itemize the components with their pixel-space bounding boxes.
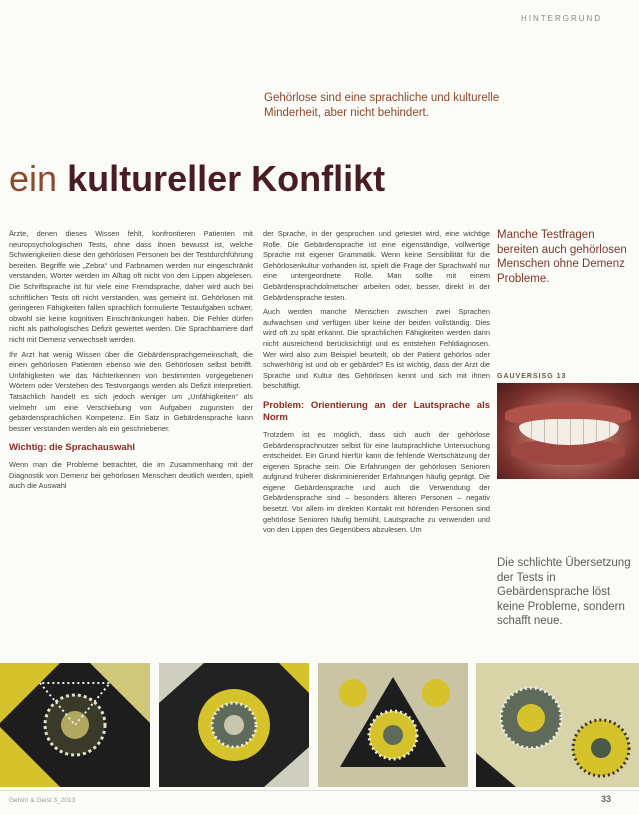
pull-quote-1: Manche Testfragen bereiten auch gehörlosen Menschen ohne Demenz Probleme.	[497, 229, 627, 285]
column2-paragraph3: Trotzdem ist es möglich, dass sich auch der gehörlose Gebärdensprachnutzer selbst für eine lautsprachliche Untersuchung entscheidet. Ein Grund hierfür kann die fehlende Wertschätzung der eigenen Sprache sein. Die Erfahrungen der gehörlosen Senioren aufgrund früherer diskriminierender Erfahrungen häufig geprägt. Die eigene Gebärdensprache und auch die Verwendung der Gebärdensprache sind – besonders älteren Personen – negativ besetzt. Vor allem im direkten Kontakt mit hörenden Personen sind gehörlose Senioren häufig bemüht, Lautsprache zu verwenden und von den Lippen des Gegenübers abzulesen. Um	[263, 429, 490, 535]
kaleidoscope-strip	[0, 663, 639, 787]
column1-paragraph1: Ärzte, denen dieses Wissen fehlt, konfrontieren Patienten mit neuropsychologischen Tests, ohne dass ihnen bewusst ist, welche Schwierigkeiten diese den gehörlosen Personen bei der Testdurchführung bereiten. Begriffe wie „Zebra“ und Farbnamen werden nur eingeschränkt verstanden, Wörter werden im Alltag oft nicht von den Lippen abgelesen. Die Schriftsprache ist für viele eine Fremdsprache, daher wird auch bei schriftlichen Tests oft nicht verstanden, was gemeint ist. Gehörlosen mit geringeren Fähigkeiten fallen sprachlich formulierte Testaufgaben schwer, obwohl sie keine kognitiven Einschränkungen haben. Die Fehler dürfen nicht als pathologisches Defizit gewertet werden. Die Sprachbarriere darf nicht mit Demenz verwechselt werden.	[9, 229, 253, 344]
headline-part2: kultureller Konflikt	[67, 158, 386, 199]
column2-paragraph2: Auch werden manche Menschen zwischen zwei Sprachen aufwachsen und verfügen über keine der beiden vollständig. Dies wird oft zu spät erkannt. Die sprachlichen Fähigkeiten werden dann nicht ausreichend berücksichtigt und es entstehen Fehldiagnosen. Wer wird also zum Beispiel beurteilt, ob der Patient gehörlos oder schwerhörig ist und ob er gebärdet? Es ist wichtig, dass der Arzt die Sprache und Kultur des Gehörlosen kennt und sich mit ihnen beschäftigt.	[263, 307, 490, 391]
headline-part1: ein	[9, 158, 58, 199]
sign-image-label: GAUVERSISG 13	[497, 373, 567, 380]
text-column-2	[263, 229, 490, 626]
headline	[9, 158, 385, 200]
kaleidoscope-image-2	[159, 663, 309, 787]
pull-quote-2: Die schlichte Übersetzung der Tests in Gebärdensprache löst keine Probleme, sondern schafft neue.	[497, 557, 631, 627]
column1-paragraph2: Ihr Arzt hat wenig Wissen über die Gebärdensprachgemeinschaft, die einen gehörlosen Patienten ebenso wie den Gehörlosen selbst betrifft. Unfähigkeiten wie das Nichterkennen von bestimmten vorgegebenen Wörtern oder Verstehen des Testvorgangs werden als Defizit interpretiert. Tatsächlich handelt es sich jedoch weniger um „Unfähigkeiten“ als vielmehr um eine Verschiebung von Aufgaben zugunsten der gebärdensprachlichen Kompetenz. Ein Satz in Gebärdensprache kann besser verstanden werden als ein geschriebener.	[9, 349, 253, 433]
text-column-1	[9, 229, 253, 626]
section-tag: HINTERGRUND	[521, 14, 603, 23]
column1-paragraph3: Wenn man die Probleme betrachtet, die im Zusammenhang mit der Diagnostik von Demenz bei gehörlosen Menschen deutlich werden, spielt auch die Auswahl	[9, 460, 253, 491]
kaleidoscope-image-4	[476, 663, 639, 787]
column1-heading: Wichtig: die Sprachauswahl	[9, 442, 136, 454]
subtitle: Gehörlose sind eine sprachliche und kulturelle Minderheit, aber nicht behindert.	[264, 92, 500, 119]
kaleidoscope-image-1	[0, 663, 150, 787]
column2-heading: Problem: Orientierung an der Lautsprache als Norm	[263, 399, 490, 423]
page-number: 33	[601, 794, 612, 804]
kaleidoscope-image-3	[318, 663, 468, 787]
column2-paragraph1: der Sprache, in der gesprochen und getestet wird, eine wichtige Rolle. Die Gebärdensprache ist eine eigenständige, vollwertige Sprache mit eigener Grammatik. Wenn keine Sensibilität für die Gehörlosenkultur vorhanden ist, spielt die Frage der Sprachwahl nur eine untergeordnete Rolle. Man sollte mit einem Gebärdensprachdolmetscher arbeiten oder, besser, direkt in der Gebärdensprache testen.	[263, 229, 490, 302]
footer-rule	[0, 790, 639, 791]
sign-photo-mouth	[497, 383, 639, 479]
footer-publication: Gehirn & Geist 3_2013	[9, 797, 76, 804]
